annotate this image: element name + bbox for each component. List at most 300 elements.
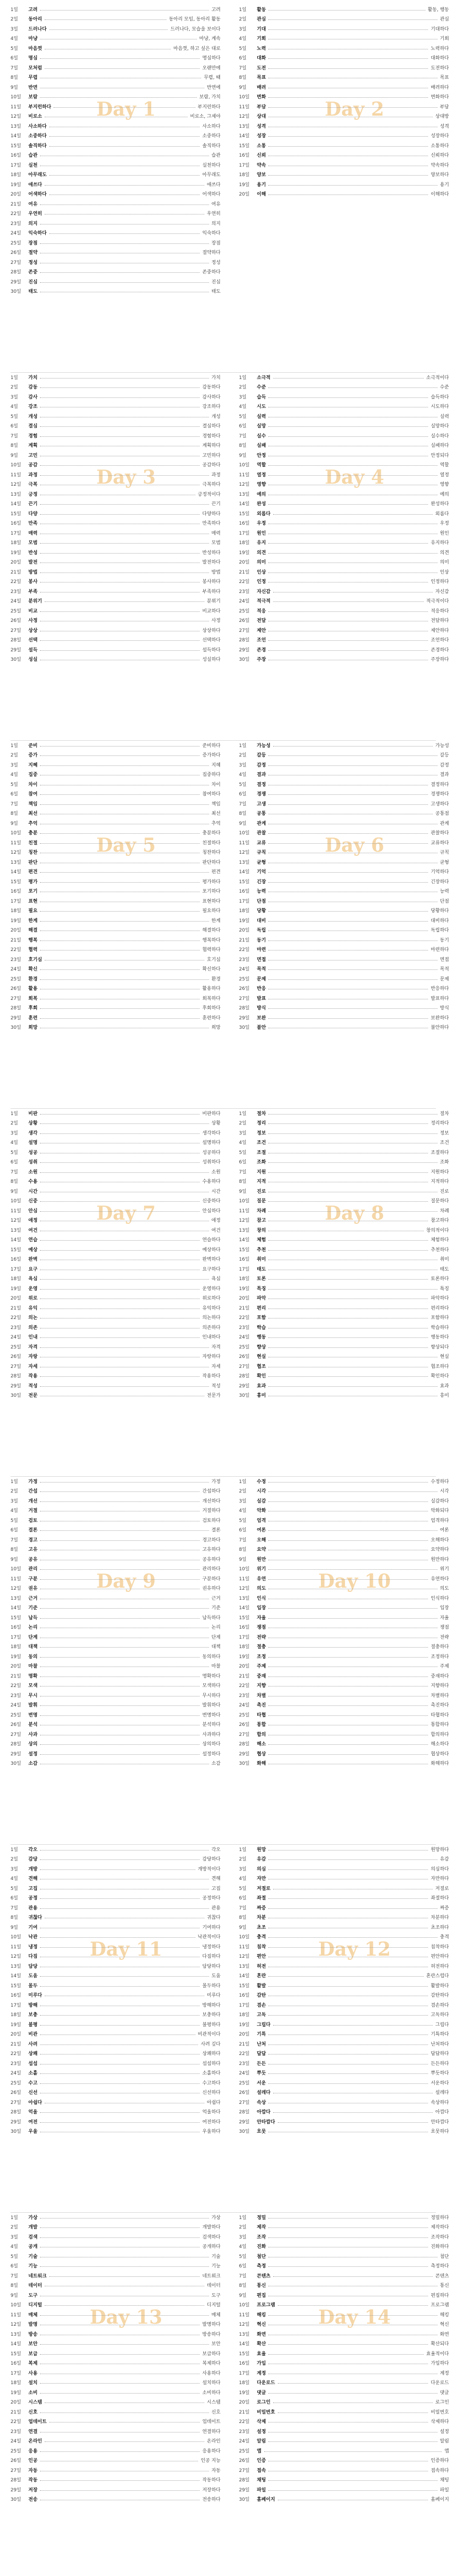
entry-number: 20일 [239,928,250,934]
entry-number: 11일 [11,2312,22,2318]
list-item [11,277,221,287]
list-item [239,1108,449,1118]
vocab-meaning: 집중하다 [202,772,221,778]
dot-leader [40,1211,200,1212]
list-item [11,2127,221,2137]
entry-number: 2일 [239,385,247,391]
list-item [239,1332,449,1342]
entry-number: 24일 [11,599,22,605]
list-item [239,2242,449,2252]
vocab-meaning: 목적 [440,967,449,973]
vocab-meaning: 기능 [211,2264,221,2270]
dot-leader [268,2266,428,2267]
dot-leader [40,10,208,11]
entry-number: 29일 [239,2487,250,2493]
entry-number: 30일 [239,657,250,663]
vocab-meaning: 좌절하다 [431,1896,449,1902]
dot-leader [268,1986,428,1987]
vocab-meaning: 섭섭하다 [202,2061,221,2067]
vocab-word: 사정 [28,618,38,624]
dot-leader [268,1289,437,1290]
entry-number: 13일 [11,492,22,497]
list-item [239,557,449,567]
vocab-meaning: 유익하다 [202,1305,221,1311]
vocab-word: 설명 [28,1140,38,1146]
dot-leader [268,640,428,641]
list-item [11,73,221,83]
vocab-meaning: 가상 [211,2215,221,2221]
vocab-word: 단점 [257,898,266,904]
list-item [11,2339,221,2349]
list-item [11,993,221,1003]
vocab-word: 방송 [28,2332,38,2337]
list-item [11,372,221,382]
list-item [239,2068,449,2078]
list-item [239,596,449,606]
vocab-word: 채팅 [257,2478,266,2483]
vocab-word: 반성 [28,550,38,556]
day-section-block [0,1476,449,1840]
vocab-word: 인내 [28,1335,38,1341]
vocab-meaning: 포함하다 [431,1315,449,1321]
vocab-word: 변명 [28,1712,38,1718]
list-item [11,4,221,14]
entry-number: 27일 [239,1364,250,1369]
list-item [239,1759,449,1769]
vocab-meaning: 애쓰다 [206,182,221,188]
entry-number: 3일 [239,394,247,400]
entry-number: 9일 [11,821,18,826]
dot-leader [40,746,200,747]
entry-number: 4일 [11,2244,18,2250]
vocab-word: 우정 [257,521,266,527]
entry-number: 6일 [11,424,18,430]
dot-leader [40,1657,200,1658]
entry-number: 5일 [11,46,18,52]
dot-leader [273,746,433,747]
vocab-meaning: 설득하다 [202,647,221,653]
vocab-meaning: 생각하다 [202,1130,221,1136]
list-item [239,867,449,877]
vocab-meaning: 습득하다 [431,394,449,400]
list-item [11,441,221,451]
entry-number: 24일 [239,2439,250,2445]
vocab-meaning: 설치하다 [202,2380,221,2386]
vocab-meaning: 감정 [440,762,449,768]
vocab-meaning: 절충하다 [431,1644,449,1650]
entry-number: 12일 [239,850,250,856]
entry-number: 4일 [239,2244,247,2250]
list-item [11,2232,221,2242]
dot-leader [273,514,433,515]
vocab-meaning: 과정 [211,472,221,478]
vocab-word: 드러나다 [28,26,47,32]
dot-leader [273,2112,433,2113]
vocab-word: 논리 [28,1625,38,1631]
vocab-word: 인공 [28,2458,38,2464]
dot-leader [40,2490,200,2491]
list-item [11,2019,221,2029]
entry-number: 7일 [239,1169,247,1175]
entry-number: 20일 [11,2032,22,2038]
vocab-meaning: 간섭하다 [202,1489,221,1495]
vocab-word: 고생 [257,801,266,807]
vocab-meaning: 온라인 [206,2439,221,2445]
entry-number: 6일 [239,1528,247,1534]
vocab-meaning: 규칙 [440,850,449,856]
vocab-word: 자세 [28,1364,38,1369]
dot-leader [40,804,208,805]
list-item [239,2339,449,2349]
vocab-word: 모처럼 [28,65,43,71]
list-item [239,2212,449,2222]
entry-number: 8일 [11,1915,18,1921]
entry-number: 13일 [11,860,22,865]
vocab-meaning: 실망하다 [431,424,449,430]
dot-leader [40,397,200,398]
entry-number: 2일 [239,17,247,23]
list-item [11,1186,221,1196]
entry-number: 8일 [11,1179,18,1185]
list-item [239,625,449,635]
vocab-meaning: 고려 [211,7,221,13]
entry-number: 23일 [11,1325,22,1331]
list-item [239,2088,449,2098]
vocab-word: 최선 [28,811,38,817]
list-item [11,1971,221,1981]
vocab-word: 귀찮다 [28,1915,43,1921]
list-item [239,1167,449,1177]
dot-leader [268,1162,437,1163]
vocab-meaning: 전송하다 [202,2497,221,2503]
vocab-word: 마찰 [28,1664,38,1670]
dot-leader [268,1250,428,1251]
vocab-word: 현실 [257,1354,266,1360]
dot-leader [268,1530,437,1531]
vocab-word: 의논 [28,1315,38,1321]
vocab-word: 고독 [257,2012,266,2018]
entry-number: 24일 [11,967,22,973]
vocab-word: 협상 [257,1751,266,1757]
entry-number: 17일 [11,898,22,904]
vocab-word: 열정 [257,472,266,478]
vocab-meaning: 존중하다 [202,270,221,275]
list-item [239,1515,449,1525]
entry-number: 30일 [11,1025,22,1031]
vocab-word: 위로 [28,1296,38,1302]
list-item [239,1535,449,1545]
vocab-meaning: 사소하다 [202,124,221,129]
list-item [11,14,221,24]
entry-number: 27일 [11,996,22,1001]
list-item [11,1990,221,2000]
list-item [11,1013,221,1023]
vocab-word: 삭제 [257,2419,266,2425]
list-item [239,1486,449,1496]
entry-number: 17일 [239,530,250,536]
list-item [239,1506,449,1516]
vocab-meaning: 절차 [440,1111,449,1117]
vocab-meaning: 절약하다 [202,250,221,256]
dot-leader [268,1569,437,1570]
entry-number: 8일 [239,75,247,81]
vocab-word: 담당 [28,1964,38,1969]
entry-number: 3일 [11,26,18,32]
vocab-word: 규칙 [257,850,266,856]
entry-number: 15일 [11,511,22,517]
list-item [239,1593,449,1603]
entry-number: 16일 [11,1993,22,1999]
entry-number: 26일 [11,618,22,624]
vocab-word: 촉진 [257,1703,266,1709]
vocab-meaning: 능력 [440,889,449,895]
vocab-meaning: 협조하다 [431,1364,449,1369]
vocab-word: 독립 [257,928,266,934]
list-item [11,2446,221,2456]
vocab-word: 개발 [28,2225,38,2231]
vocab-meaning: 질문하다 [431,1199,449,1204]
vocab-word: 감탄 [257,1993,266,1999]
list-item [11,2436,221,2446]
vocab-meaning: 가정 [211,1479,221,1485]
list-item [11,2107,221,2117]
list-item [11,218,221,228]
vocab-word: 편견 [28,870,38,875]
vocab-word: 마냥 [28,36,38,42]
vocab-meaning: 존경하다 [431,647,449,653]
vocab-meaning: 공감하다 [202,463,221,468]
list-item [239,34,449,44]
vocab-meaning: 주제 [440,1664,449,1670]
entry-number: 1일 [239,1111,247,1117]
vocab-word: 균형 [257,860,266,865]
vocab-word: 원인 [257,530,266,536]
dot-leader [268,843,428,844]
vocab-meaning: 조작하다 [431,2234,449,2240]
entry-number: 16일 [11,889,22,895]
vocab-word: 아쉽다 [28,2100,43,2105]
dot-leader [268,979,437,980]
dot-leader [40,765,208,766]
list-item [11,1352,221,1362]
vocab-word: 매력 [28,530,38,536]
vocab-word: 혼란 [257,1974,266,1979]
vocab-word: 요구 [28,1266,38,1272]
entry-number: 28일 [11,1742,22,1747]
list-item [239,1749,449,1759]
vocab-meaning: 성취하다 [202,1160,221,1166]
entry-number: 2일 [239,1121,247,1127]
dot-leader [40,882,200,883]
vocab-word: 체험 [257,1238,266,1243]
vocab-word: 여건 [28,1228,38,1233]
vocab-meaning: 감동하다 [202,385,221,391]
vocab-meaning: 열정 [440,472,449,478]
vocab-word: 다운로드 [257,2380,275,2386]
vocab-meaning: 동아리 모임, 동아리 활동 [169,17,221,23]
list-item [239,1603,449,1613]
vocab-word: 분위기 [28,599,43,605]
entry-number: 1일 [11,375,18,381]
list-item [11,1632,221,1642]
entry-number: 4일 [239,36,247,42]
list-item [239,1313,449,1323]
entry-number: 1일 [239,1479,247,1485]
list-item [11,896,221,906]
list-item [11,1661,221,1671]
list-item [11,984,221,994]
list-item [239,121,449,131]
vocab-meaning: 창의적이다 [426,1228,449,1233]
entry-number: 12일 [11,2322,22,2328]
entry-number: 30일 [239,2129,250,2135]
vocab-word: 발표 [257,996,266,1001]
entry-number: 23일 [11,589,22,595]
entry-number: 29일 [11,2119,22,2125]
list-item [11,1167,221,1177]
dot-leader [40,1986,200,1987]
entry-number: 27일 [11,1364,22,1369]
day-badge: Day 5 [96,834,156,856]
vocab-word: 설정 [257,2429,266,2435]
list-item [11,267,221,277]
vocab-meaning: 증가하다 [202,753,221,759]
vocab-meaning: 소비하다 [202,2390,221,2396]
vocab-word: 가치 [28,375,38,381]
entry-number: 10일 [11,1199,22,1204]
vocab-word: 통합 [257,1722,266,1728]
vocab-meaning: 업데이트 [202,2419,221,2425]
vocab-word: 가상 [28,2215,38,2221]
vocab-word: 태도 [28,289,38,295]
entry-number: 23일 [239,1693,250,1699]
list-item [239,518,449,528]
entry-number: 3일 [239,1130,247,1136]
list-item [11,2117,221,2127]
vocab-word: 마련 [257,947,266,953]
dot-leader [40,611,200,612]
list-item [11,34,221,44]
entry-number: 20일 [239,560,250,566]
vocab-word: 짜증 [257,1905,266,1911]
vocab-meaning: 편리하다 [431,1305,449,1311]
dot-leader [49,233,200,234]
vocab-word: 관찰 [257,831,266,836]
vocab-meaning: 외롭다 [435,511,449,517]
vocab-word: 필요 [28,908,38,914]
vocab-meaning: 위기 [440,1567,449,1572]
list-item [239,2446,449,2456]
vocab-meaning: 작용하다 [202,1374,221,1379]
entry-number: 5일 [239,414,247,420]
entry-number: 21일 [239,569,250,575]
vocab-meaning: 매력 [211,530,221,536]
vocab-word: 차별 [257,1693,266,1699]
entry-number: 16일 [11,153,22,159]
vocab-meaning: 소중하다 [202,134,221,139]
vocab-meaning: 협력하다 [202,947,221,953]
vocab-meaning: 취미 [440,1257,449,1263]
vocab-meaning: 고독하다 [431,2012,449,2018]
vocab-meaning: 강조하다 [202,404,221,410]
list-item [11,2058,221,2068]
vocab-meaning: 활용하다 [202,986,221,992]
vocab-word: 주제 [257,1664,266,1670]
word-column-right [239,1108,449,1400]
vocab-meaning: 마음껏, 하고 싶은 대로 [173,46,221,52]
vocab-meaning: 신뢰하다 [431,153,449,159]
entry-number: 10일 [11,1935,22,1940]
list-item [239,635,449,645]
list-item [239,1235,449,1245]
vocab-meaning: 보충하다 [202,2012,221,2018]
entry-number: 21일 [239,2409,250,2415]
vocab-meaning: 해소하다 [431,1742,449,1747]
vocab-meaning: 편안하다 [431,1954,449,1960]
entry-number: 30일 [239,2497,250,2503]
list-item [11,1903,221,1913]
dot-leader [268,1976,423,1977]
vocab-meaning: 수준 [440,385,449,391]
entry-number: 30일 [11,1393,22,1399]
dot-leader [40,504,208,505]
vocab-word: 낙관 [28,1935,38,1940]
list-item [239,1303,449,1313]
vocab-word: 뿌듯 [257,2071,266,2077]
vocab-meaning: 여전하다 [202,2119,221,2125]
entry-number: 16일 [11,1257,22,1263]
list-item [11,489,221,499]
vocab-meaning: 체험하다 [431,1238,449,1243]
vocab-meaning: 우연히 [206,211,221,217]
dot-leader [49,2276,200,2277]
entry-number: 28일 [11,1006,22,1011]
vocab-word: 절약 [28,250,38,256]
vocab-word: 협력 [28,947,38,953]
vocab-word: 실수 [257,433,266,439]
dot-leader [268,1579,428,1580]
entry-number: 6일 [239,792,247,798]
vocab-meaning: 갈등 [440,753,449,759]
vocab-meaning: 불평하다 [202,2022,221,2028]
vocab-meaning: 희망 [211,1025,221,1031]
vocab-meaning: 반응하다 [431,986,449,992]
list-item [11,935,221,945]
list-item [11,2465,221,2475]
day-badge: Day 13 [89,2306,163,2328]
list-item [11,1003,221,1013]
vocab-word: 향상 [257,1344,266,1350]
vocab-meaning: 부지런하다 [197,104,221,110]
dot-leader [40,843,200,844]
vocab-meaning: 기회 [440,36,449,42]
list-item [239,1023,449,1033]
vocab-meaning: 화면 [440,2332,449,2337]
entry-number: 10일 [239,1567,250,1572]
entry-number: 25일 [11,2448,22,2454]
vocab-word: 복제 [28,2361,38,2367]
entry-number: 4일 [11,772,18,778]
vocab-word: 전송 [28,2497,38,2503]
entry-number: 22일 [11,579,22,585]
vocab-meaning: 콘텐츠 [435,2273,449,2279]
vocab-word: 고집 [28,1886,38,1892]
list-item [239,2127,449,2137]
entry-number: 22일 [239,1315,250,1321]
list-item [11,2222,221,2232]
list-item [239,1013,449,1023]
dot-leader [40,1569,200,1570]
